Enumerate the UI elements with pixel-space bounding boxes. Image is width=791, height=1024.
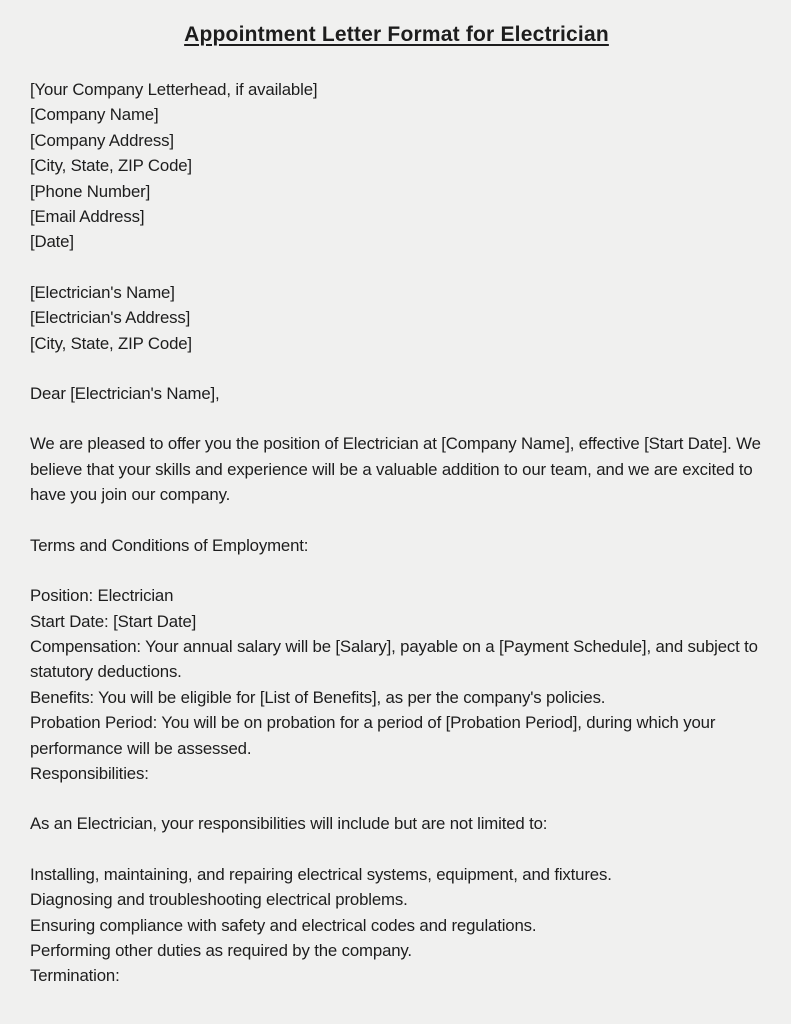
sender-line: [Email Address]: [30, 207, 145, 227]
sender-block: [30, 77, 763, 255]
terms-heading: Terms and Conditions of Employment:: [30, 535, 309, 555]
terms-item: Probation Period: You will be on probation for a period of [Probation Period], during which your performance will be assessed.: [30, 713, 716, 758]
responsibilities-intro: As an Electrician, your responsibilities will include but are not limited to:: [30, 814, 548, 834]
sender-line: [Your Company Letterhead, if available]: [30, 80, 318, 99]
terms-item: Compensation: Your annual salary will be [Salary], payable on a [Payment Schedule], and subject to statutory deductions.: [30, 636, 758, 682]
terms-item: Position: Electrician: [30, 586, 174, 606]
terms-item: Responsibilities:: [30, 763, 149, 783]
terms-item: Benefits: You will be eligible for [List of Benefits], as per the company's policies.: [30, 687, 606, 707]
recipient-line: [Electrician's Address]: [30, 308, 191, 328]
duty-line: Ensuring compliance with safety and electrical codes and regulations.: [30, 915, 537, 935]
duty-line: Termination:: [30, 966, 120, 986]
sender-line: [Company Address]: [30, 130, 174, 150]
terms-item: Start Date: [Start Date]: [30, 611, 197, 631]
recipient-block: [30, 280, 763, 356]
duty-line: Diagnosing and troubleshooting electrical problems.: [30, 890, 408, 910]
sender-line: [Company Name]: [30, 105, 159, 125]
recipient-line: [Electrician's Name]: [30, 282, 175, 302]
sender-line: [Date]: [30, 232, 74, 252]
sender-line: [Phone Number]: [30, 181, 151, 201]
intro-paragraph: We are pleased to offer you the position of Electrician at [Company Name], effective [Start Date]. We believe that your skills and experience will be a valuable addition to our team, and we are excited to have you join our company.: [30, 434, 761, 505]
duty-line: Installing, maintaining, and repairing electrical systems, equipment, and fixtures.: [30, 864, 612, 884]
duty-line: Performing other duties as required by the company.: [30, 940, 412, 960]
duties-list: [30, 862, 763, 989]
sender-line: [City, State, ZIP Code]: [30, 156, 192, 176]
salutation: Dear [Electrician's Name],: [30, 384, 220, 404]
recipient-line: [City, State, ZIP Code]: [30, 333, 192, 353]
terms-list: [30, 583, 763, 786]
document-title: Appointment Letter Format for Electrician: [184, 23, 609, 46]
